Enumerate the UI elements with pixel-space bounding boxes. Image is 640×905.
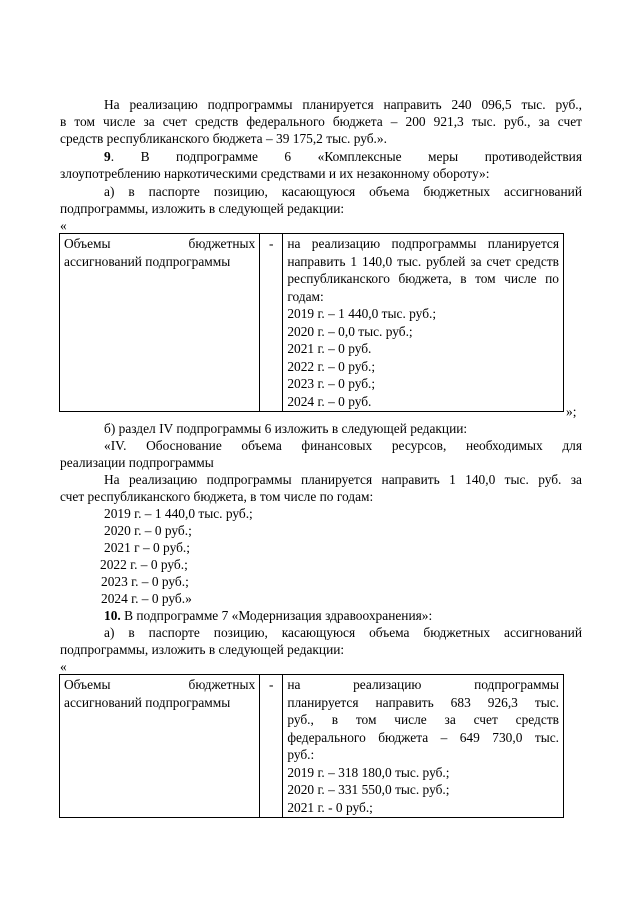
- cell-line: ассигнований подпрограммы: [64, 694, 231, 710]
- year-line: 2023 г. – 0 руб.;: [101, 574, 189, 589]
- cell-line: 2019 г. – 1 440,0 тыс. руб.;: [287, 306, 437, 321]
- cell-line: 2020 г. – 331 550,0 тыс. руб.;: [287, 782, 450, 797]
- section-title-line: «IV. Обоснование объема финансовых ресурсов, необходимых для: [104, 438, 582, 453]
- table-cell-value: [283, 234, 564, 412]
- item-10-number: 10.: [104, 608, 121, 623]
- close-quote: »;: [566, 404, 577, 419]
- paragraph-line: подпрограммы, изложить в следующей редакции:: [60, 642, 345, 657]
- allocation-table-item-9: [59, 233, 564, 412]
- cell-line: на реализацию подпрограммы: [287, 677, 559, 692]
- item-10-heading-text: В подпрограмме 7 «Модернизация здравоохранения»:: [120, 608, 433, 623]
- table-row: [60, 234, 564, 412]
- cell-line: планируется направить 683 926,3 тыс.: [287, 694, 559, 710]
- cell-line: 2024 г. – 0 руб.: [287, 393, 372, 409]
- cell-line: 2019 г. – 318 180,0 тыс. руб.;: [287, 764, 450, 780]
- year-line: 2022 г. – 0 руб.;: [100, 557, 188, 572]
- paragraph-line: подпрограммы, изложить в следующей редакции:: [60, 201, 345, 216]
- table-row: [60, 675, 564, 818]
- cell-line: направить 1 140,0 тыс. рублей за счет средств: [287, 253, 559, 269]
- cell-line: руб., в том числе за счет средств: [287, 712, 559, 727]
- section-title-line: реализации подпрограммы: [60, 455, 214, 470]
- table-cell-dash: -: [260, 234, 283, 412]
- paragraph-line: а) в паспорте позицию, касающуюся объема бюджетных ассигнований: [104, 625, 582, 640]
- allocation-table-item-10: [59, 674, 564, 818]
- paragraph-line: средств республиканского бюджета – 39 175,2 тыс. руб.».: [60, 131, 387, 146]
- item-10-heading: [60, 607, 582, 625]
- cell-line: ассигнований подпрограммы: [64, 253, 231, 269]
- cell-line: Объемы бюджетных: [64, 677, 256, 692]
- cell-line: 2021 г. - 0 руб.;: [287, 799, 373, 815]
- year-line: 2019 г. – 1 440,0 тыс. руб.;: [104, 506, 253, 521]
- paragraph-line: а) в паспорте позицию, касающуюся объема бюджетных ассигнований: [104, 184, 582, 199]
- paragraph-line: злоупотреблению наркотическими средствами и их незаконному обороту»:: [60, 166, 490, 181]
- year-line: 2020 г. – 0 руб.;: [104, 523, 192, 538]
- open-quote: «: [60, 659, 67, 674]
- table-cell-dash: -: [260, 675, 283, 818]
- item-9-heading: [60, 148, 582, 166]
- table-cell-label: [60, 675, 260, 818]
- cell-line: на реализацию подпрограммы планируется: [287, 236, 559, 251]
- cell-line: 2022 г. – 0 руб.;: [287, 358, 376, 374]
- table-cell-label: [60, 234, 260, 412]
- paragraph-line: счет республиканского бюджета, в том числе по годам:: [60, 489, 374, 504]
- paragraph-line: На реализацию подпрограммы планируется направить 240 096,5 тыс. руб.,: [104, 97, 582, 112]
- cell-line: 2021 г. – 0 руб.: [287, 341, 372, 356]
- cell-line: 2023 г. – 0 руб.;: [287, 376, 376, 391]
- paragraph-line: б) раздел IV подпрограммы 6 изложить в следующей редакции:: [104, 421, 468, 436]
- open-quote: «: [60, 218, 67, 233]
- cell-line: республиканского бюджета, в том числе по: [287, 271, 559, 286]
- year-line: 2024 г. – 0 руб.»: [101, 591, 192, 606]
- cell-line: 2020 г. – 0,0 тыс. руб.;: [287, 323, 413, 339]
- cell-line: руб.:: [287, 747, 315, 762]
- cell-line: Объемы бюджетных: [64, 236, 256, 251]
- item-9-heading-text: . В подпрограмме 6 «Комплексные меры противодействия: [110, 149, 582, 164]
- year-line: 2021 г – 0 руб.;: [104, 540, 190, 555]
- table-cell-value: [283, 675, 564, 818]
- cell-line: федерального бюджета – 649 730,0 тыс.: [287, 729, 559, 745]
- item-9-number: 9: [104, 149, 111, 164]
- cell-line: годам:: [287, 288, 324, 304]
- paragraph-line: в том числе за счет средств федерального бюджета – 200 921,3 тыс. руб., за счет: [60, 114, 582, 129]
- paragraph-line: На реализацию подпрограммы планируется направить 1 140,0 тыс. руб. за: [104, 472, 582, 487]
